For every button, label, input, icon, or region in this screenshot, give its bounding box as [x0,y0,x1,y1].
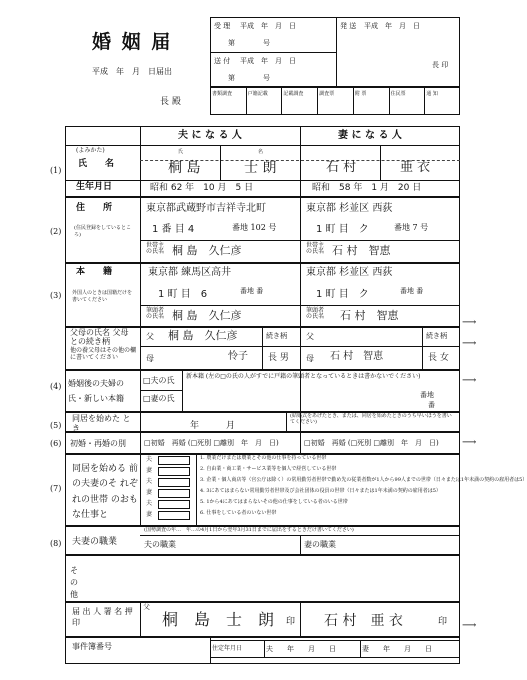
honseki-note: 外国人のときは国籍だけを書いてください [72,290,133,303]
work-spouse-label: 夫 [146,500,153,507]
work-item: 2. 自由業・商工業・サービス業等を個人で経営している世帯 [200,466,337,472]
wife-mother[interactable]: 石 村 智恵 [330,351,384,362]
send-date: 平成 年 月 日 [364,22,420,30]
row-num-1: (1) [50,166,62,175]
household-work-label: 同居を始める 前の夫妻のそ れぞれの世帯 のおもな仕事と [72,464,138,520]
husband-marriage-history[interactable]: □初婚 再婚 (□死別 □離別 年 月 日) [144,439,279,447]
check-cell: 書類調査 [212,91,233,97]
husband-occupation[interactable]: 夫の職業 [144,540,176,549]
husband-mother-label: 母 [146,354,154,363]
wife-surname-option[interactable]: □妻の氏 [143,394,175,403]
cohabit-date[interactable]: 年 月 [190,421,236,431]
husband-honseki-number2: 番地 番 [240,287,264,295]
husband-head-label: 筆頭者の氏名 [146,307,165,320]
work-checkbox[interactable] [158,478,190,487]
delivery-label: 送 付 [214,57,231,65]
check-cell: 戸籍記載 [247,91,268,97]
arrow-right-icon: ⟶ [462,338,477,349]
husband-householder[interactable]: 桐 島 久仁彦 [172,244,242,257]
new-honseki-ban: 番 [428,401,435,409]
parents-note: 他の養父母はその他の欄に書いてください [70,347,137,362]
husband-head[interactable]: 桐 島 久仁彦 [172,309,242,322]
wife-marriage-history[interactable]: □初婚 再婚 (□死別 □離別 年 月 日) [304,439,439,447]
wife-signature[interactable]: 石 村 亜 衣 [324,613,403,629]
husband-relation-label: 続き柄 [266,332,287,340]
work-item: 3. 企業・個人商店等（官公庁は除く）の常用勤労者世帯で勤め先の従業者数が1人から99人までの世帯（日々または1年未満の契約の雇用者は5） [200,477,527,483]
wife-given-name[interactable]: 亜 衣 [400,160,431,175]
wife-surname[interactable]: 石 村 [326,160,357,175]
case-number-label: 事件簿番号 [72,642,112,651]
row-num-7: (7) [50,484,62,493]
new-surname-label: 婚姻後の夫婦の 氏・新しい本籍 [68,379,124,404]
husband-relation[interactable]: 長 男 [268,353,289,363]
work-item: 5. 1から4にあてはまらないその他の仕事をしている者のいる世帯 [200,499,348,505]
marriage-history-label: 初婚・再婚の別 [70,439,126,448]
kana-label: (よみかた) [76,147,105,154]
work-checkbox[interactable] [158,456,190,465]
wife-relation-label: 続き柄 [426,332,447,340]
work-spouse-label: 妻 [146,467,153,474]
address-label: 住 所 [76,203,113,213]
work-spouse-label: 夫 [146,478,153,485]
check-cell: 附 票 [354,91,367,97]
wife-relation[interactable]: 長 女 [428,353,449,363]
work-item: 6. 仕事をしている者のいない世帯 [200,510,277,516]
honseki-label: 本 籍 [76,267,113,277]
wife-head[interactable]: 石 村 智恵 [340,309,399,322]
wife-column-header: 妻 に な る 人 [338,130,402,141]
check-cell: 調査票 [319,91,335,97]
residence-wife[interactable]: 妻 年 月 日 [362,645,432,653]
husband-sign-prefix: 父 [143,603,150,611]
husband-kana-surname: 氏 [178,149,184,155]
arrow-right-icon: ⟶ [462,375,477,386]
receipt-date: 平成 年 月 日 [240,22,296,30]
signer-label: 届 出 人 署 名 押 印 [72,607,133,628]
other-label: そ の 他 [70,566,78,599]
work-checkbox[interactable] [158,489,190,498]
form-title: 婚 姻 届 [92,31,173,53]
husband-address-number[interactable]: 1 番 目 4 [152,224,195,235]
work-checkbox[interactable] [158,467,190,476]
check-cell: 通 知 [426,91,438,97]
addressee: 長 殿 [160,97,181,107]
row-num-3: (3) [50,291,62,300]
birth-label: 生年月日 [76,182,113,192]
row-num-2: (2) [50,227,62,236]
husband-honseki[interactable]: 東京都 練馬区高井 [148,267,232,278]
arrow-right-icon: ⟶ [462,437,477,448]
delivery-no: 第 号 [228,74,270,82]
census-note: (国勢調査の年… 年…の4月1日から翌年3月31日までに届出をするときだけ書いてください) [144,527,354,533]
arrow-right-icon: ⟶ [462,620,477,631]
residence-date-label: 住定年月日 [212,645,243,652]
work-item: 4. 3にあてはまらない常用勤労者世帯及び会社団体の役員の世帯（日々または1年未満の契約の雇用者は5） [200,488,441,494]
husband-signature[interactable]: 桐 島 士 朗 [162,610,275,629]
wife-householder-label: 世帯主の氏名 [306,242,325,255]
wife-seal: 印 [438,617,448,627]
work-checkbox[interactable] [158,500,190,509]
wife-address-number[interactable]: 1 町 目 ク [316,224,369,235]
husband-honseki-number[interactable]: 1 町 目 6 [158,289,208,300]
occupation-label: 夫妻の職業 [72,537,118,547]
cohabit-label: 同居を始めた とき [72,414,131,433]
residence-husband[interactable]: 夫 年 月 日 [266,645,336,653]
husband-address[interactable]: 東京都武蔵野市吉祥寺北町 [146,203,266,214]
husband-seal: 印 [286,617,296,627]
chief-seal: 長 印 [432,61,449,69]
husband-father-label: 父 [146,332,154,341]
work-checkbox[interactable] [158,511,190,520]
wife-head-label: 筆頭者の氏名 [306,307,325,320]
receipt-label: 受 理 [214,22,231,30]
row-num-8: (8) [50,539,62,548]
receipt-no: 第 号 [228,39,270,47]
wife-honseki[interactable]: 東京都 杉並区 西荻 [306,267,393,278]
work-item: 1. 農業だけまたは農業とその他の仕事を持っている世帯 [200,455,327,461]
husband-birth-date[interactable]: 昭和 62 年 10 月 5 日 [150,183,254,193]
husband-given-name[interactable]: 士 朗 [244,160,277,176]
work-spouse-label: 妻 [146,511,153,518]
work-spouse-label: 妻 [146,489,153,496]
cohabit-note: (結婚式をあげたとき、または、同居を始めたときのうち早いほうを書いてください) [290,413,452,426]
wife-address[interactable]: 東京都 杉並区 西荻 [306,203,393,214]
new-honseki-label: 新本籍 (左の□の氏の人がすでに戸籍の筆頭者となっているときは書かないでください) [186,373,421,380]
row-num-4: (4) [50,382,62,391]
husband-householder-label: 世帯主の氏名 [146,242,165,255]
husband-mother[interactable]: 怜子 [228,351,248,362]
wife-honseki-number[interactable]: 1 町 目 ク [316,289,369,300]
wife-mother-label: 母 [306,354,314,363]
wife-father-label: 父 [306,332,314,341]
filing-date-line: 平成 年 月 日届出 [92,67,172,76]
check-cell: 記載調査 [283,91,304,97]
delivery-date: 平成 年 月 日 [240,57,296,65]
row-num-6: (6) [50,439,62,448]
husband-column-header: 夫 に な る 人 [178,130,242,141]
husband-kana-given: 名 [258,149,264,155]
wife-birth-date[interactable]: 昭和 58 年 1 月 20 日 [312,183,422,193]
wife-occupation[interactable]: 妻の職業 [304,540,336,549]
husband-surname[interactable]: 桐 島 [168,160,201,176]
husband-address-number2[interactable]: 番地 102 号 [232,223,277,232]
check-cell: 住民票 [390,91,406,97]
husband-surname-option[interactable]: □夫の氏 [143,376,175,385]
husband-father[interactable]: 桐 島 久仁彦 [168,329,238,342]
address-note: (住民登録をしているところ) [74,225,131,238]
wife-householder[interactable]: 石 村 智恵 [332,244,391,257]
row-num-5: (5) [50,421,62,430]
arrow-right-icon: ⟶ [462,317,477,328]
new-honseki-banchi: 番地 [420,391,434,399]
wife-honseki-number2: 番地 番 [400,287,424,295]
send-label: 発 送 [340,22,357,30]
wife-address-number2[interactable]: 番地 7 号 [394,223,429,232]
parents-label: 父母の氏名 父母との続き柄 [70,328,129,347]
name-label: 氏 名 [78,159,115,169]
work-spouse-label: 夫 [146,456,153,463]
